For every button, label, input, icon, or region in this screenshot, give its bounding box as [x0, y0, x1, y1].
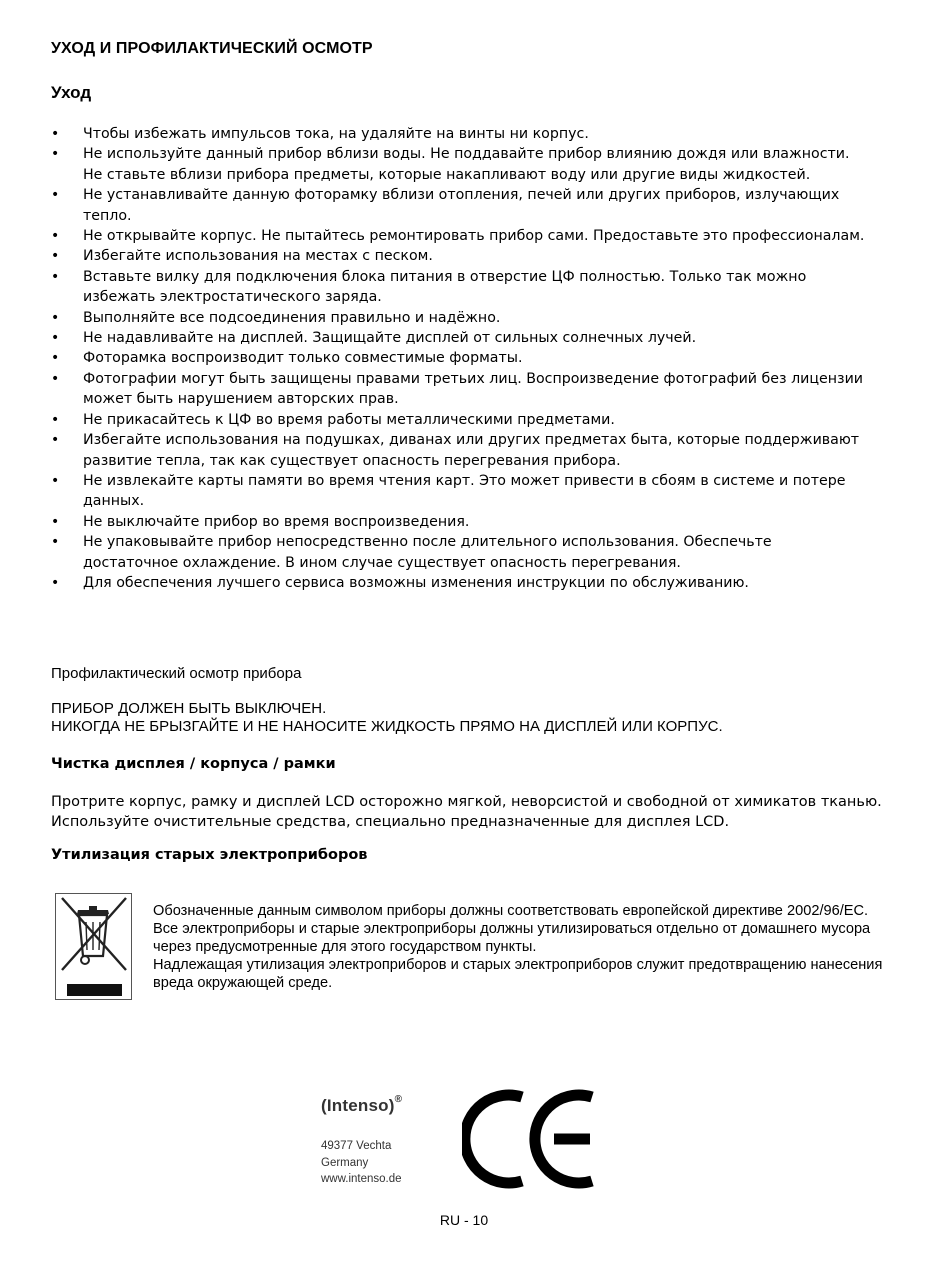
care-instructions-list: [51, 124, 871, 593]
list-item: [51, 512, 871, 532]
list-item-text: Для обеспечения лучшего сервиса возможны изменения инструкции по обслуживанию.: [83, 574, 749, 591]
list-item-text: Не выключайте прибор во время воспроизведения.: [83, 513, 470, 530]
bullet-icon: •: [51, 187, 60, 204]
list-item-text: Не надавливайте на дисплей. Защищайте дисплей от сильных солнечных лучей.: [83, 330, 697, 347]
bullet-icon: •: [51, 248, 60, 265]
list-item-text: Вставьте вилку для подключения блока питания в отверстие ЦФ полностью. Только так можно избежать электростатического заряда.: [83, 268, 807, 306]
list-item-text: Не упаковывайте прибор непосредственно после длительного использования. Обеспечьте достаточное охлаждение. В ином случае существует опасность перегревания.: [83, 534, 772, 571]
crossed-out-wheelie-bin-icon: [55, 893, 132, 1000]
address-line-2: Germany: [321, 1156, 369, 1169]
list-item: [51, 410, 871, 430]
bullet-icon: •: [51, 309, 60, 326]
list-item-text: Избегайте использования на подушках, диванах или других предметах быта, которые поддерживают развитие тепла, так как существует опасность перегревания прибора.: [83, 432, 860, 469]
page-title: УХОД И ПРОФИЛАКТИЧЕСКИЙ ОСМОТР: [51, 40, 373, 57]
list-item: [51, 226, 871, 246]
care-heading: Уход: [51, 83, 92, 102]
intenso-logo: [321, 1096, 402, 1116]
bullet-icon: •: [51, 472, 60, 489]
maintenance-title: Профилактический осмотр прибора: [51, 665, 302, 682]
list-item-text: Не устанавливайте данную фоторамку вблизи отопления, печей или других приборов, излучающих тепло.: [83, 187, 840, 224]
list-item-text: Фотографии могут быть защищены правами третьих лиц. Воспроизведение фотографий без лицензии может быть нарушением авторских прав.: [83, 370, 864, 408]
list-item: [51, 471, 871, 512]
list-item: [51, 430, 871, 471]
disposal-title: Утилизация старых электроприборов: [51, 847, 368, 863]
bullet-icon: •: [51, 513, 60, 530]
bullet-icon: •: [51, 574, 60, 591]
manufacturer-address: [321, 1138, 402, 1188]
list-item: [51, 246, 871, 266]
list-item: [51, 369, 871, 410]
warning-line-1: ПРИБОР ДОЛЖЕН БЫТЬ ВЫКЛЮЧЕН.: [51, 700, 327, 717]
bullet-icon: •: [51, 534, 60, 551]
bullet-icon: •: [51, 146, 60, 163]
list-item: [51, 308, 871, 328]
bullet-icon: •: [51, 370, 60, 387]
bullet-icon: •: [51, 350, 60, 367]
maintenance-warning: [51, 700, 723, 736]
list-item-text: Выполняйте все подсоединения правильно и надёжно.: [83, 309, 501, 326]
disposal-line-2: Все электроприборы и старые электроприборы должны утилизироваться отдельно от домашнего мусора через предусмотренные для этого государством пункты.: [153, 921, 871, 955]
disposal-text: [153, 902, 883, 992]
list-item: [51, 532, 871, 573]
address-line-1: 49377 Vechta: [321, 1140, 392, 1152]
list-item: [51, 328, 871, 348]
list-item: [51, 573, 871, 593]
list-item-text: Не используйте данный прибор вблизи воды. Не поддавайте прибор влиянию дождя или влажности. Не ставьте вблизи прибора предметы, которые накапливают воду или другие виды жидкостей.: [83, 146, 850, 183]
list-item-text: Не извлекайте карты памяти во время чтения карт. Это может привести в сбоям в системе и потере данных.: [83, 472, 846, 510]
website-url: www.intenso.de: [321, 1173, 402, 1185]
list-item-text: Чтобы избежать импульсов тока, на удаляйте на винты ни корпус.: [83, 126, 589, 142]
bullet-icon: •: [51, 228, 60, 245]
registered-mark: ®: [394, 1094, 403, 1105]
page-number: RU - 10: [439, 1212, 489, 1228]
disposal-line-1: Обозначенные данным символом приборы должны соответствовать европейской директиве 2002/96/EC.: [153, 903, 869, 919]
brand-name: (Intenso): [321, 1096, 395, 1115]
list-item: [51, 185, 871, 226]
bullet-icon: •: [51, 330, 60, 347]
disposal-line-3: Надлежащая утилизация электроприборов и старых электроприборов служит предотвращению нанесения вреда окружающей среде.: [153, 957, 883, 991]
list-item-text: Фоторамка воспроизводит только совместимые форматы.: [83, 350, 523, 367]
bullet-icon: •: [51, 268, 60, 285]
cleaning-title: Чистка дисплея / корпуса / рамки: [51, 756, 336, 772]
list-item: [51, 124, 871, 144]
bullet-icon: •: [51, 411, 60, 428]
list-item-text: Не открывайте корпус. Не пытайтесь ремонтировать прибор сами. Предоставьте это профессионалам.: [83, 228, 865, 245]
warning-line-2: НИКОГДА НЕ БРЫЗГАЙТЕ И НЕ НАНОСИТЕ ЖИДКОСТЬ ПРЯМО НА ДИСПЛЕЙ ИЛИ КОРПУС.: [51, 718, 723, 735]
list-item-text: Избегайте использования на местах с песком.: [83, 248, 433, 265]
bullet-icon: •: [51, 126, 60, 142]
list-item-text: Не прикасайтесь к ЦФ во время работы металлическими предметами.: [83, 411, 615, 428]
bullet-icon: •: [51, 432, 60, 449]
list-item: [51, 348, 871, 368]
ce-mark-icon: [462, 1089, 602, 1194]
list-item: [51, 267, 871, 308]
cleaning-text: Протрите корпус, рамку и дисплей LCD осторожно мягкой, неворсистой и свободной от химикатов тканью. Используйте очистительные средства, специально предназначенные для дисплея LCD.: [51, 794, 882, 830]
list-item: [51, 144, 871, 185]
